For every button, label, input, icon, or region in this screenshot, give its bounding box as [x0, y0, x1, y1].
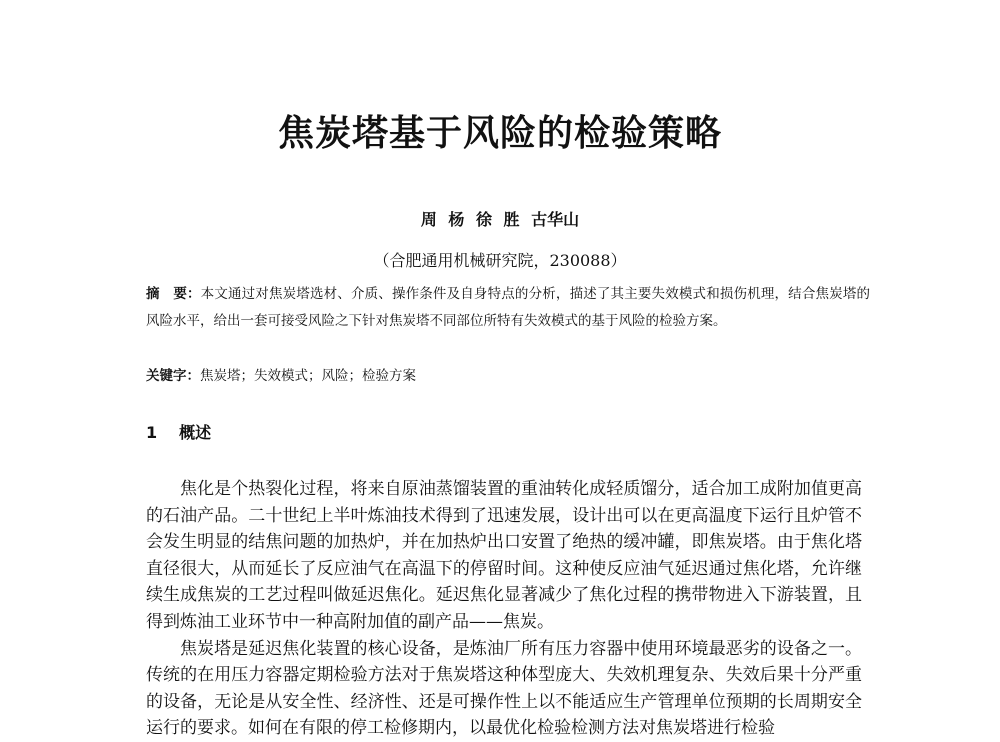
paper-title: 焦炭塔基于风险的检验策略	[277, 113, 722, 154]
body-text	[146, 476, 862, 742]
body-paragraph: 焦炭塔是延迟焦化装置的核心设备，是炼油厂所有压力容器中使用环境最恶劣的设备之一。传统的在用压力容器定期检验方法对于焦炭塔这种体型庞大、失效机理复杂、失效后果十分严重的设备，无论是从安全性、经济性、还是可操作性上以不能适应生产管理单位预期的长周期安全运行的要求。如何在有限的停工检修期内，以最优化检验检测方法对焦炭塔进行检验	[146, 638, 862, 739]
abstract-label: 摘 要：	[146, 286, 201, 302]
abstract-text: 本文通过对焦炭塔选材、介质、操作条件及自身特点的分析，描述了其主要失效模式和损伤机理，结合焦炭塔的风险水平，给出一套可接受风险之下针对焦炭塔不同部位所特有失效模式的基于风险的检验方案。	[146, 286, 871, 329]
body-paragraph: 焦化是个热裂化过程，将来自原油蒸馏装置的重油转化成轻质馏分，适合加工成附加值更高的石油产品。二十世纪上半叶炼油技术得到了迅速发展，设计出可以在更高温度下运行且炉管不会发生明显的结焦问题的加热炉，并在加热炉出口安置了绝热的缓冲罐，即焦炭塔。由于焦化塔直径很大，从而延长了反应油气在高温下的停留时间。这种使反应油气延迟通过焦化塔，允许继续生成焦炭的工艺过程叫做延迟焦化。延迟焦化显著减少了焦化过程的携带物进入下游装置，且得到炼油工业环节中一种高附加值的副产品——焦炭。	[146, 479, 862, 632]
keywords-label: 关键字：	[146, 368, 200, 384]
section-title: 概述	[179, 423, 212, 442]
keywords	[146, 363, 870, 390]
section-number: 1	[146, 423, 158, 442]
affiliation: （合肥通用机械研究院，230088）	[373, 251, 627, 270]
author-list: 周 杨 徐 胜 古华山	[420, 210, 580, 229]
section-heading	[146, 421, 211, 445]
abstract	[146, 281, 870, 335]
keywords-text: 焦炭塔；失效模式；风险；检验方案	[200, 368, 416, 384]
